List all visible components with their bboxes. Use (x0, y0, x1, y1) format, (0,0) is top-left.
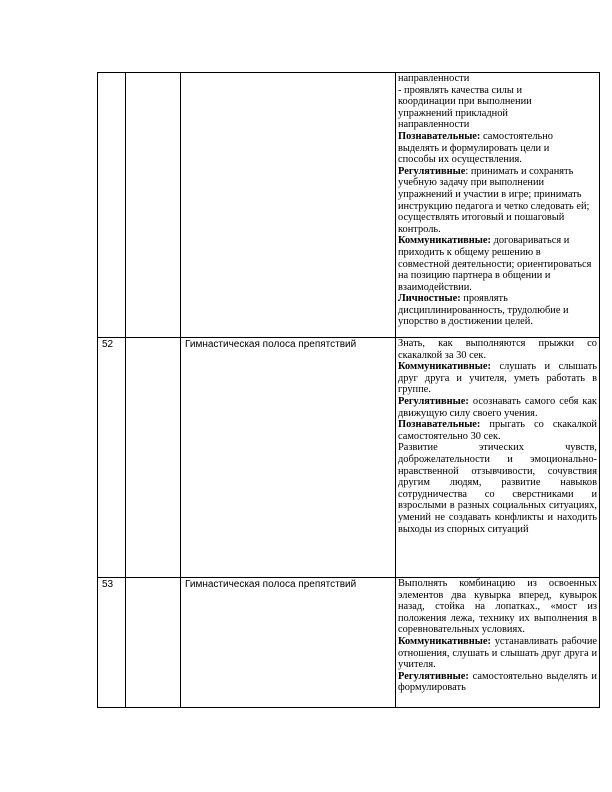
row-continuation-content (398, 73, 597, 328)
competency-label: Регулятивные: (398, 670, 469, 682)
competency-label: Познавательные: (398, 419, 481, 431)
competency-text: слушать и слышать друг друга и учителя, уметь работать в группе. (398, 361, 597, 396)
competency-text: прыгать со скакалкой самостоятельно 30 сек. (398, 419, 597, 442)
competency-label: Коммуникативные: (398, 361, 491, 373)
lesson-number: 52 (102, 339, 114, 350)
competency-text: проявлять дисциплинированность, трудолюбие и упорство в достижении целей. (398, 293, 569, 328)
competency-block (398, 636, 597, 671)
competency-block (398, 131, 568, 166)
competency-text: устанавливать рабочие отношения, слушать и слышать друг друга и учителя. (398, 635, 597, 671)
content-line: - проявлять качества силы и (398, 84, 523, 96)
competency-label: Коммуникативные: (398, 235, 491, 247)
content-line: упражнений прикладной (398, 107, 508, 119)
lesson-table (97, 72, 600, 708)
competency-text: самостоятельно выделять и формулировать (398, 670, 597, 694)
personal-results: Развитие этических чувств, доброжелательности и эмоционально-нравственной отзывчивости, сочувствия другим людям, развитие навыков сотрудничества со сверстниками и взрослыми в разных социальных ситуациях, умений не создавать конфликты и находить выходы из спорных ситуаций (398, 442, 597, 535)
competency-text: самостоятельно выделять и формулировать цели и способы их осуществления. (398, 130, 554, 166)
competency-label: Познавательные: (398, 130, 481, 142)
competency-block (398, 235, 592, 293)
lesson-goal: Выполнять комбинацию из освоенных элементов два кувырка вперед, кувырок назад, стойка на лопатках., «мост из положения лежа, технику их выполнения в соревновательных условиях. (398, 578, 597, 636)
lesson-goal: Знать, как выполняются прыжки со скакалкой за 30 сек. (398, 338, 597, 361)
competency-label: Регулятивные (398, 165, 466, 177)
column-divider (180, 73, 181, 707)
competency-text: : принимать и сохранять учебную задачу при выполнении упражнений и участии в игре; принимать инструкцию педагога и четко следовать ей; осуществлять итоговый и пошаговый контроль. (398, 165, 590, 235)
competency-label: Регулятивные: (398, 395, 469, 407)
competency-block (398, 293, 592, 328)
lesson-topic: Гимнастическая полоса препятствий (185, 339, 357, 350)
competency-label: Коммуникативные: (398, 635, 491, 647)
content-line: направленности (398, 73, 470, 84)
lesson-content (398, 578, 597, 694)
competency-text: договариваться и приходить к общему решению в совместной деятельности; ориентироваться на позицию партнера в общении и взаимодействии. (398, 235, 592, 293)
competency-block (398, 361, 597, 396)
content-line: направленности (398, 119, 470, 131)
lesson-topic: Гимнастическая полоса препятствий (185, 579, 357, 590)
competency-block (398, 396, 597, 419)
competency-block (398, 419, 597, 442)
lesson-content (398, 338, 597, 535)
column-divider (395, 73, 396, 707)
lesson-number: 53 (102, 579, 114, 590)
content-line: координации при выполнении (398, 96, 532, 108)
competency-block (398, 166, 592, 236)
competency-block (398, 671, 597, 694)
column-divider (125, 73, 126, 707)
competency-label: Личностные: (398, 293, 461, 305)
competency-text: осознавать самого себя как движущую силу своего учения. (398, 395, 597, 419)
